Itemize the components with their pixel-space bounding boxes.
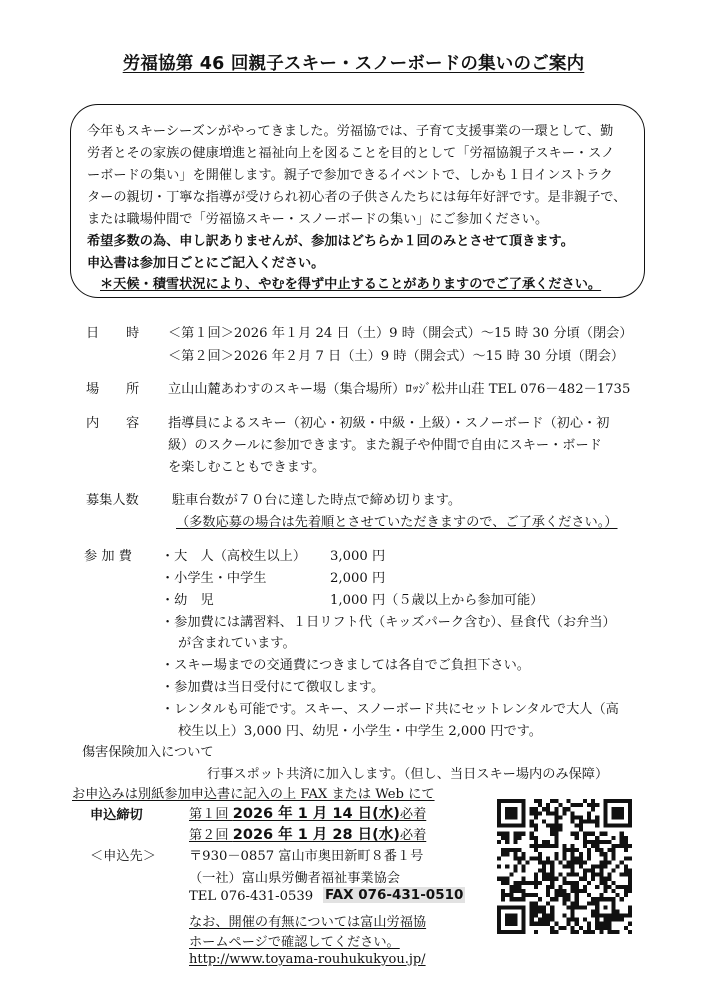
content-line: 級）のスクールに参加できます。また親子や仲間で自由にスキー・ボード: [168, 438, 602, 453]
deadline-round-2: [189, 823, 426, 844]
recruit-label: 募集人数: [86, 493, 139, 508]
datetime-line-2: ＜第２回＞2026 年２月 7 日（土）9 時（開会式）～15 時 30 分頃（閉会）: [168, 349, 625, 364]
content-label-1: 内: [86, 416, 100, 431]
deadline-1-suffix: 必着: [399, 807, 427, 822]
deadline-round-1: [189, 802, 426, 823]
application-note: お申込みは別紙参加申込書に記入の上 FAX または Web にて: [72, 787, 435, 802]
intro-line-bold: 希望多数の為、申し訳ありませんが、参加はどちらか１回のみとさせて頂きます。: [87, 234, 574, 249]
intro-line: 今年もスキーシーズンがやってきました。労福協では、子育て支援事業の一環として、勤: [87, 124, 614, 139]
content-label-2: 容: [126, 416, 140, 431]
fee-note: 校生以上）3,000 円、幼児・小学生・中学生 2,000 円です。: [178, 724, 542, 739]
title-text: 労福協第 46 回親子スキー・スノーボードの集いのご案内: [122, 54, 585, 74]
content-line: を楽しむこともできます。: [168, 460, 326, 475]
fee-item-price: 1,000 円（５歳以上から参加可能）: [330, 593, 544, 608]
fee-note: ・参加費には講習料、１日リフト代（キッズパーク含む）、昼食代（お弁当）: [161, 615, 616, 630]
fee-note: ・レンタルも可能です。スキー、スノーボード共にセットレンタルで大人（高: [161, 702, 619, 717]
deadline-1-date: 2026 年 1 月 14 日(水): [232, 806, 400, 822]
deadline-2-prefix: 第２回: [189, 828, 233, 843]
deadline-label: 申込締切: [90, 808, 143, 823]
organization: （一社）富山県労働者福祉事業協会: [189, 871, 400, 886]
datetime-label-1: 日: [86, 326, 100, 341]
fee-item-name: ・幼 児: [161, 593, 214, 608]
deadline-2-suffix: 必着: [399, 828, 427, 843]
notice-line-1: なお、開催の有無については富山労福協: [189, 915, 427, 930]
fee-note: ・参加費は当日受付にて徴収します。: [161, 680, 385, 695]
intro-line: ターの親切・丁寧な指導が受けられ初心者の子供さんたちには毎年好評です。是非親子で、: [87, 190, 627, 205]
fee-label: 参 加 費: [84, 549, 132, 564]
intro-line-bold: 申込書は参加日ごとにご記入ください。: [87, 256, 325, 271]
fee-item-price: 2,000 円: [330, 571, 386, 586]
address: 〒930－0857 富山市奥田新町８番１号: [189, 849, 424, 864]
insurance-heading: 傷害保険加入について: [82, 745, 214, 760]
intro-line: ーボードの集い」を開催します。親子で参加できるイベントで、しかも１日インストラク: [87, 168, 613, 183]
qr-code: [497, 799, 632, 934]
insurance-text: 行事スポット共済に加入します。（但し、当日スキー場内のみ保障）: [207, 767, 609, 782]
content-line: 指導員によるスキー（初心・初級・中級・上級）・スノーボード（初心・初: [168, 416, 610, 431]
tel-number: TEL 076-431-0539: [189, 889, 314, 904]
venue-text: 立山山麓あわすのスキー場（集合場所）ﾛｯｼﾞ松井山荘 TEL 076－482－1735: [168, 382, 631, 397]
intro-warning: ＊天候・積雪状況により、やむを得ず中止することがありますのでご了承ください。: [100, 277, 602, 292]
venue-label-1: 場: [86, 382, 100, 397]
fee-note: ・スキー場までの交通費につきましては各自でご負担下さい。: [161, 658, 530, 673]
deadline-1-prefix: 第１回: [189, 807, 233, 822]
datetime-label-2: 時: [126, 326, 140, 341]
datetime-line-1: ＜第１回＞2026 年１月 24 日（土）9 時（開会式）～15 時 30 分頃（閉会）: [168, 326, 633, 341]
apply-to-label: ＜申込先＞: [90, 849, 156, 864]
fee-item-price: 3,000 円: [330, 549, 386, 564]
website-link[interactable]: http://www.toyama-rouhukukyou.jp/: [189, 952, 426, 967]
recruit-line-2: （多数応募の場合は先着順とさせていただきますので、ご了承ください。）: [176, 515, 618, 530]
intro-line: または職場仲間で「労福協スキー・スノーボードの集い」にご参加ください。: [87, 212, 549, 227]
recruit-line-1: 駐車台数が７０台に達した時点で締め切ります。: [172, 493, 462, 508]
venue-label-2: 所: [126, 382, 140, 397]
notice-line-2: ホームページで確認してください。: [189, 935, 400, 950]
fee-note: が含まれています。: [178, 636, 296, 651]
fee-item-name: ・小学生・中学生: [161, 571, 267, 586]
page-title: [0, 50, 707, 75]
intro-line: 労者とその家族の健康増進と福祉向上を図ることを目的として「労福協親子スキー・スノ: [87, 146, 615, 161]
fax-number: FAX 076-431-0510: [325, 887, 464, 903]
fee-item-name: ・大 人（高校生以上）: [161, 549, 307, 564]
deadline-2-date: 2026 年 1 月 28 日(水): [232, 827, 400, 843]
